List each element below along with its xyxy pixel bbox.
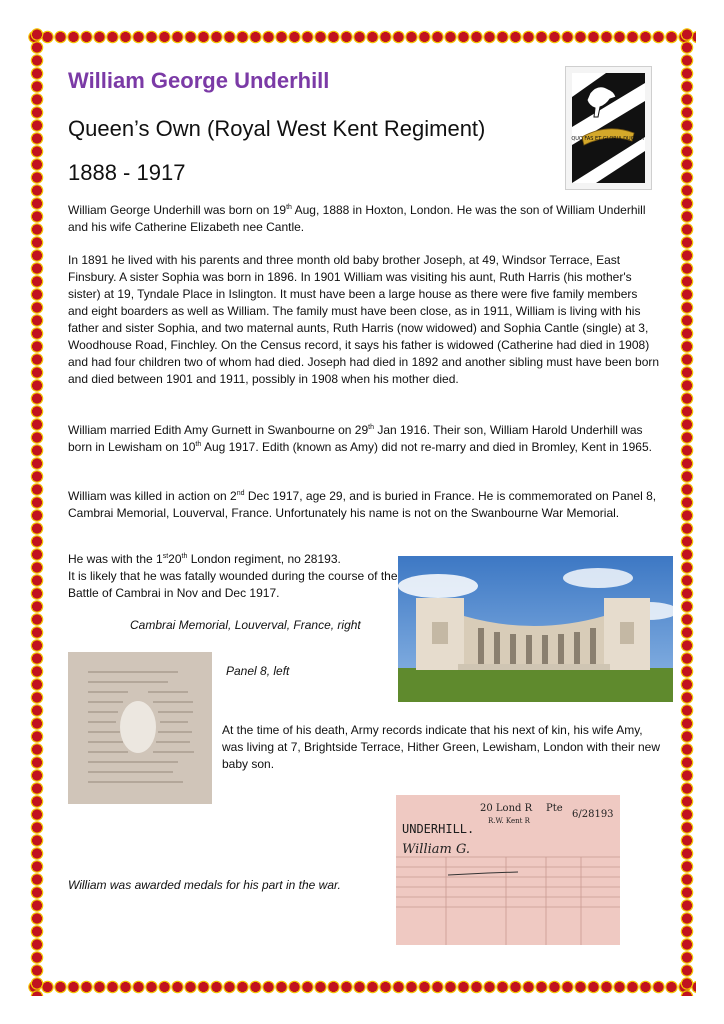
card-regiment-note: R.W. Kent R xyxy=(488,817,530,825)
poppy-border-left xyxy=(28,28,46,996)
family-paragraph: In 1891 he lived with his parents and three month old baby brother Joseph, at 49, Windsor Terrace, East Finsbury. A sister Sophia was born in 1896. In 1901 William was visiting his aunt, Ruth Harris (his mother's sister) at 19, Tyndale Place in Islington. It must have been a large house as there were five family members and eight boarders as well as William. The family must have been close, as in 1911, William is living with his father and sister Sophia, and two maternal aunts, Ruth Harris (now widowed) and Sophia Cantle (single) at 3, Woodhouse Road, Finchley. On the Census record, it says his father is widowed (Catherine had died in 1908) and had four children two of whom had died. Joseph had died in 1892 and another sibling must have been born and died between 1901 and 1911, possibly in 1908 when his mother died. xyxy=(68,253,660,386)
medals-caption: William was awarded medals for his part in the war. xyxy=(68,878,341,892)
memorial-caption: Cambrai Memorial, Louverval, France, right xyxy=(130,618,361,632)
medal-index-card-image xyxy=(396,795,620,945)
cambrai-memorial-photo xyxy=(398,556,673,702)
poppy-border-bottom xyxy=(28,978,696,996)
regiment-badge-image xyxy=(565,66,652,190)
card-forenames: William G. xyxy=(402,842,471,857)
panel-caption: Panel 8, left xyxy=(226,664,290,678)
card-rank: Pte xyxy=(546,803,563,814)
marriage-paragraph: William married Edith Amy Gurnett in Swanbourne on 29th Jan 1916. Their son, William Harold Underhill was born in Lewisham on 10th Aug 1917. Edith (known as Amy) did not re-marry and died in Bromley, Kent in 1965. xyxy=(68,423,652,454)
birth-paragraph: William George Underhill was born on 19th Aug, 1888 in Hoxton, London. He was the son of William Underhill and his wife Catherine Elizabeth nee Cantle. xyxy=(68,203,646,234)
card-surname: UNDERHILL. xyxy=(402,822,475,836)
next-of-kin-paragraph: At the time of his death, Army records indicate that his next of kin, his wife Amy, was living at 7, Brightside Terrace, Hither Green, Lewisham, London with their new baby son. xyxy=(222,723,660,771)
panel-8-photo xyxy=(68,652,212,804)
life-dates: 1888 - 1917 xyxy=(68,160,186,185)
card-number: 6/28193 xyxy=(572,809,614,820)
poppy-border-top xyxy=(28,28,696,46)
card-unit: 20 Lond R xyxy=(480,803,533,814)
regiment-heading: Queen’s Own (Royal West Kent Regiment) xyxy=(68,116,486,141)
service-paragraph: He was with the 1st20th London regiment, no 28193. It is likely that he was fatally wounded during the course of the Battle of Cambrai in Nov and Dec 1917. xyxy=(68,552,398,600)
poppy-border-right xyxy=(678,28,696,996)
page-title: William George Underhill xyxy=(68,68,330,93)
badge-motto: QUO FAS ET GLORIA DUCUNT xyxy=(571,136,645,142)
death-paragraph: William was killed in action on 2nd Dec 1917, age 29, and is buried in France. He is commemorated on Panel 8, Cambrai Memorial, Louverval, France. Unfortunately his name is not on the Swanbourne War Memorial. xyxy=(68,489,657,520)
